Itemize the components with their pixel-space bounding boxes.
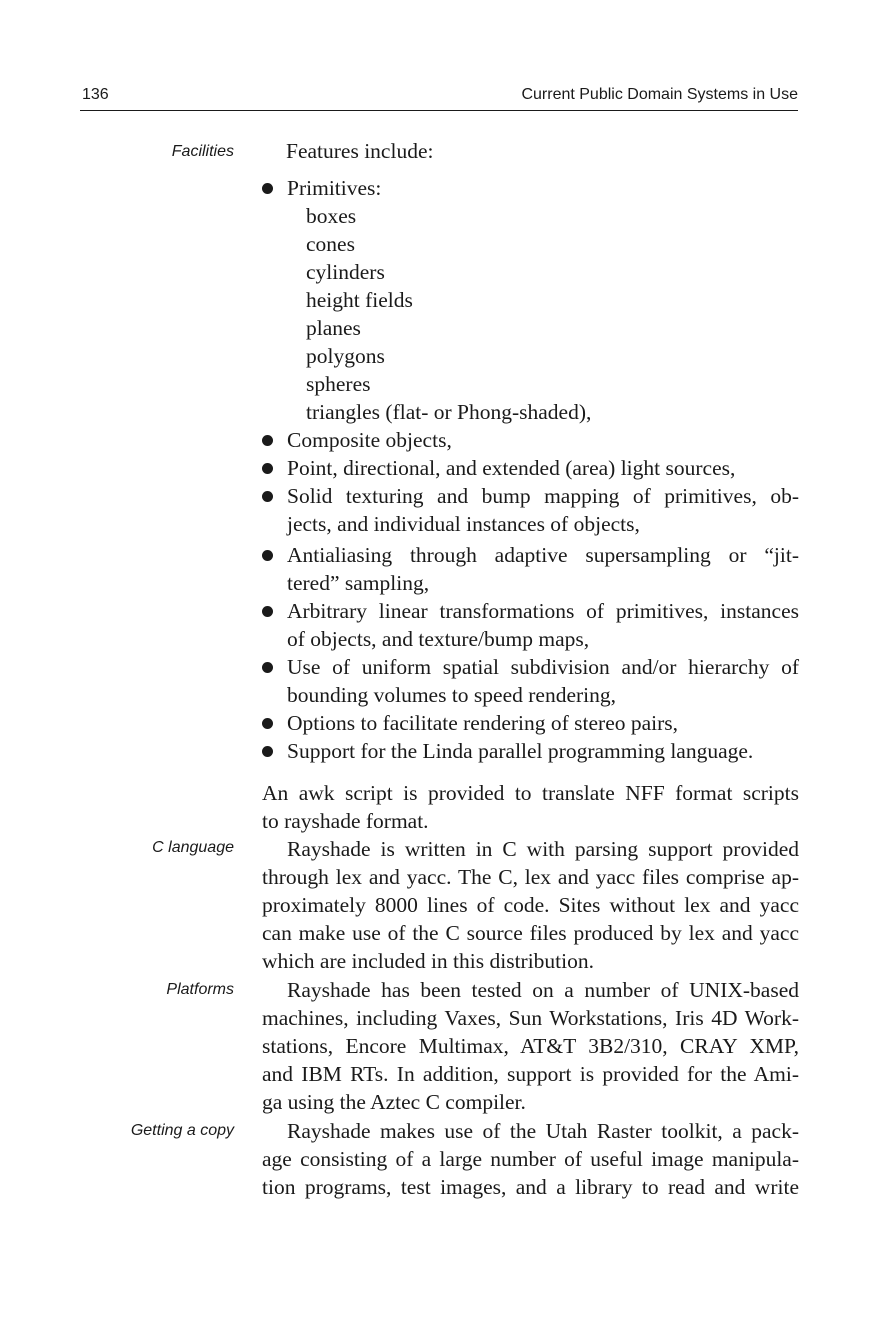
primitive-item: height fields [306,288,413,312]
bullet-icon [262,662,273,673]
bullet-icon [262,606,273,617]
feature-item: Point, directional, and extended (area) light sources, [287,456,736,480]
platforms-paragraph-line: and IBM RTs. In addition, support is provided for the Ami- [262,1062,799,1086]
feature-item: Arbitrary linear transformations of primitives, instances [287,599,799,623]
platforms-paragraph-line: machines, including Vaxes, Sun Workstations, Iris 4D Work- [262,1006,799,1030]
margin-note-facilities: Facilities [171,143,234,160]
primitives-label: Primitives: [287,176,382,200]
feature-item: Composite objects, [287,428,452,452]
primitive-item: cylinders [306,260,385,284]
feature-item: Use of uniform spatial subdivision and/or hierarchy of [287,655,799,679]
c-language-paragraph-line: through lex and yacc. The C, lex and yacc files comprise ap- [262,865,799,889]
primitive-item: cones [306,232,355,256]
feature-item: Support for the Linda parallel programming language. [287,739,754,763]
c-language-paragraph-line: which are included in this distribution. [262,949,595,973]
feature-item-continuation: tered” sampling, [287,571,430,595]
getting-a-copy-paragraph-line: Rayshade makes use of the Utah Raster toolkit, a pack- [287,1119,799,1143]
margin-note-getting-a-copy: Getting a copy [130,1122,234,1139]
features-intro: Features include: [286,139,434,163]
feature-item-continuation: of objects, and texture/bump maps, [287,627,590,651]
bullet-icon [262,183,273,194]
page-number: 136 [82,86,109,103]
awk-paragraph-line: An awk script is provided to translate NFF format scripts [262,781,799,805]
margin-note-platforms: Platforms [166,981,234,998]
primitive-item: boxes [306,204,357,228]
platforms-paragraph-line: ga using the Aztec C compiler. [262,1090,526,1114]
primitive-item: spheres [306,372,371,396]
bullet-icon [262,435,273,446]
bullet-icon [262,491,273,502]
feature-item-continuation: jects, and individual instances of objects, [287,512,640,536]
primitive-item: planes [306,316,361,340]
platforms-paragraph-line: Rayshade has been tested on a number of UNIX-based [287,978,799,1002]
c-language-paragraph-line: Rayshade is written in C with parsing support provided [287,837,799,861]
getting-a-copy-paragraph-line: age consisting of a large number of useful image manipula- [262,1147,799,1171]
feature-item: Solid texturing and bump mapping of primitives, ob- [287,484,799,508]
bullet-icon [262,746,273,757]
awk-paragraph-line: to rayshade format. [262,809,429,833]
platforms-paragraph-line: stations, Encore Multimax, AT&T 3B2/310, CRAY XMP, [262,1034,799,1058]
c-language-paragraph-line: proximately 8000 lines of code. Sites without lex and yacc [262,893,799,917]
bullet-icon [262,718,273,729]
feature-item: Antialiasing through adaptive supersampling or “jit- [287,543,799,567]
getting-a-copy-paragraph-line: tion programs, test images, and a library to read and write [262,1175,799,1199]
primitive-item: triangles (flat- or Phong-shaded), [306,400,592,424]
bullet-icon [262,550,273,561]
c-language-paragraph-line: can make use of the C source files produced by lex and yacc [262,921,799,945]
running-title: Current Public Domain Systems in Use [521,86,798,103]
bullet-icon [262,463,273,474]
feature-item-continuation: bounding volumes to speed rendering, [287,683,617,707]
primitive-item: polygons [306,344,385,368]
header-rule [80,110,798,111]
running-head [82,86,798,108]
margin-note-c-language: C language [152,839,234,856]
feature-item: Options to facilitate rendering of stereo pairs, [287,711,679,735]
